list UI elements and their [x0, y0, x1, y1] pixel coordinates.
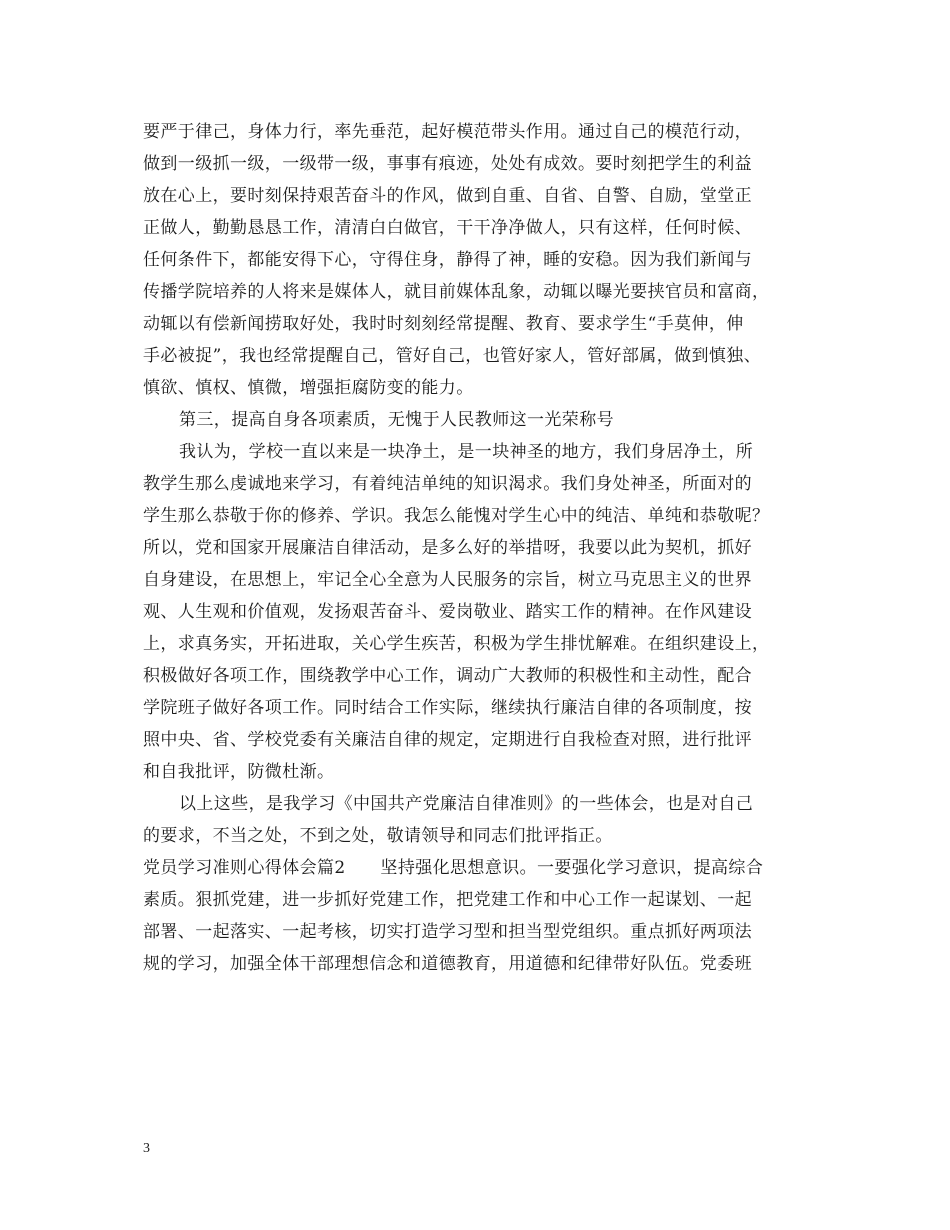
text-line: 要严于律己，身体力行，率先垂范，起好模范带头作用。通过自己的模范行动， [143, 122, 752, 142]
document-body [143, 116, 823, 980]
text-line: 和自我批评，防微杜渐。 [143, 762, 335, 782]
page-number: 3 [143, 1141, 150, 1156]
text-line: 学生那么恭敬于你的修养、学识。我怎么能愧对学生心中的纯洁、单纯和恭敬呢？ [143, 506, 770, 526]
text-line: 积极做好各项工作，围绕教学中心工作，调动广大教师的积极性和主动性，配合 [143, 666, 752, 686]
section-heading: 第三，提高自身各项素质，无愧于人民教师这一光荣称号 [179, 410, 614, 430]
text-line: 我认为，学校一直以来是一块净土，是一块神圣的地方，我们身居净土，所 [179, 442, 754, 462]
text-line: 任何条件下，都能安得下心，守得住身，静得了神，睡的安稳。因为我们新闻与 [143, 250, 752, 270]
text-line: 做到一级抓一级，一级带一级，事事有痕迹，处处有成效。要时刻把学生的利益 [143, 154, 752, 174]
text-line: 所以，党和国家开展廉洁自律活动，是多么好的举措呀，我要以此为契机，抓好 [143, 538, 752, 558]
text-line: 学院班子做好各项工作。同时结合工作实际，继续执行廉洁自律的各项制度，按 [143, 698, 752, 718]
text-line: 部署、一起落实、一起考核，切实打造学习型和担当型党组织。重点抓好两项法 [143, 922, 752, 942]
text-line: 自身建设，在思想上，牢记全心全意为人民服务的宗旨，树立马克思主义的世界 [143, 570, 752, 590]
text-line: 的要求，不当之处，不到之处，敬请领导和同志们批评指正。 [143, 826, 613, 846]
text-line: 规的学习，加强全体干部理想信念和道德教育，用道德和纪律带好队伍。党委班 [143, 954, 752, 974]
text-line: 正做人，勤勤恳恳工作，清清白白做官，干干净净做人，只有这样，任何时候、 [143, 218, 752, 238]
text-line: 以上这些，是我学习《中国共产党廉洁自律准则》的一些体会，也是对自己 [179, 794, 754, 814]
article-heading-line: 党员学习准则心得体会篇2 坚持强化思想意识。一要强化学习意识，提高综合 [143, 858, 764, 878]
text-line: 照中央、省、学校党委有关廉洁自律的规定，定期进行自我检查对照，进行批评 [143, 730, 752, 750]
text-line: 手必被捉”，我也经常提醒自己，管好自己，也管好家人，管好部属，做到慎独、 [143, 346, 762, 366]
text-line: 上，求真务实，开拓进取，关心学生疾苦，积极为学生排忧解难。在组织建设上， [143, 634, 770, 654]
text-line: 慎欲、慎权、慎微，增强拒腐防变的能力。 [143, 378, 474, 398]
text-line: 传播学院培养的人将来是媒体人，就目前媒体乱象，动辄以曝光要挟官员和富商， [143, 282, 770, 302]
text-line: 动辄以有偿新闻捞取好处，我时时刻刻经常提醒、教育、要求学生“手莫伸，伸 [143, 314, 744, 334]
text-line: 观、人生观和价值观，发扬艰苦奋斗、爱岗敬业、踏实工作的精神。在作风建设 [143, 602, 752, 622]
text-line: 教学生那么虔诚地来学习，有着纯洁单纯的知识渴求。我们身处神圣，所面对的 [143, 474, 752, 494]
text-line: 素质。狠抓党建，进一步抓好党建工作，把党建工作和中心工作一起谋划、一起 [143, 890, 752, 910]
text-line: 放在心上，要时刻保持艰苦奋斗的作风，做到自重、自省、自警、自励，堂堂正 [143, 186, 752, 206]
